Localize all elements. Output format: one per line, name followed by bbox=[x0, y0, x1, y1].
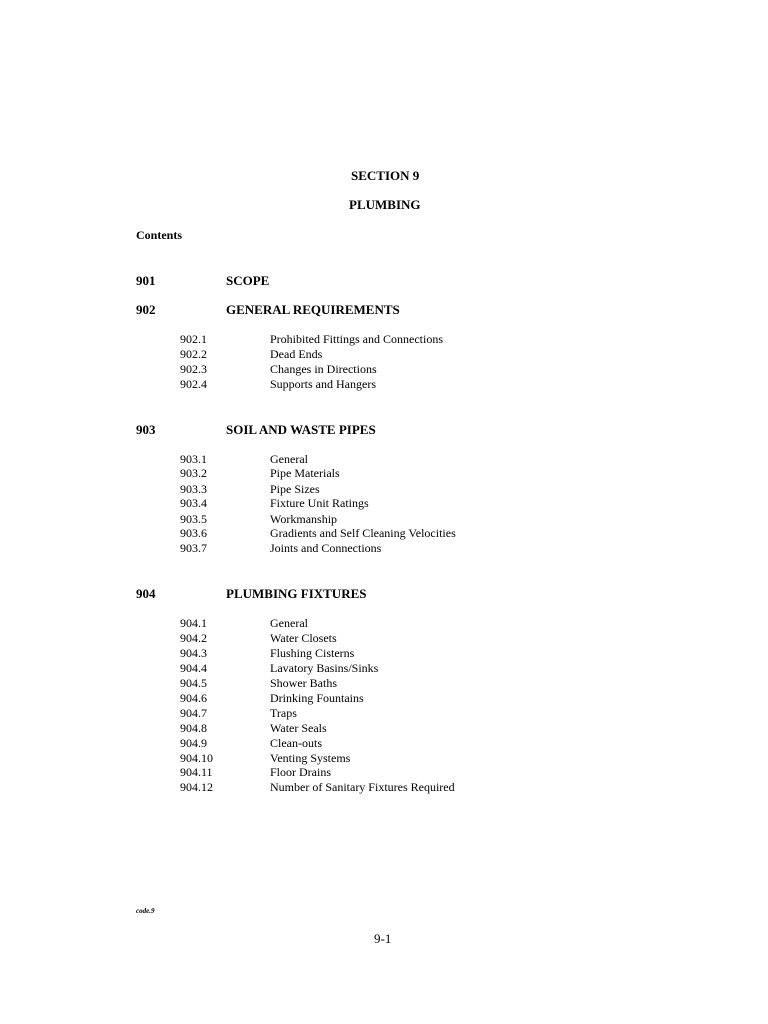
subsection-title: Floor Drains bbox=[270, 765, 331, 779]
subsection-number: 904.2 bbox=[180, 631, 207, 645]
subsection-number: 904.12 bbox=[180, 780, 213, 794]
subsection-title: General bbox=[270, 452, 308, 466]
subsection-title: Gradients and Self Cleaning Velocities bbox=[270, 526, 456, 540]
subsection-number: 904.8 bbox=[180, 721, 207, 735]
subsection-title: Dead Ends bbox=[270, 347, 323, 361]
subsection-number: 904.10 bbox=[180, 751, 213, 765]
subsection-number: 904.6 bbox=[180, 691, 207, 705]
subsection-title: Supports and Hangers bbox=[270, 377, 376, 391]
section-title: SCOPE bbox=[226, 273, 270, 288]
section-title: GENERAL REQUIREMENTS bbox=[226, 302, 400, 317]
section-title: SOIL AND WASTE PIPES bbox=[226, 422, 376, 437]
page-number: 9-1 bbox=[374, 931, 392, 946]
subsection-title: Pipe Materials bbox=[270, 466, 340, 480]
subsection-number: 904.11 bbox=[180, 765, 213, 779]
section-number: 901 bbox=[136, 273, 156, 288]
subsection-title: Pipe Sizes bbox=[270, 482, 320, 496]
subsection-number: 904.7 bbox=[180, 706, 207, 720]
subsection-number: 904.3 bbox=[180, 646, 207, 660]
subsection-title: Shower Baths bbox=[270, 676, 337, 690]
document-code: code.9 bbox=[136, 907, 155, 915]
subsection-number: 902.2 bbox=[180, 347, 207, 361]
subsection-title: Joints and Connections bbox=[270, 541, 382, 555]
subsection-title: Number of Sanitary Fixtures Required bbox=[270, 780, 455, 794]
subsection-number: 903.1 bbox=[180, 452, 207, 466]
subsection-number: 902.1 bbox=[180, 332, 207, 346]
subsection-title: General bbox=[270, 616, 308, 630]
contents-label: Contents bbox=[136, 228, 183, 242]
subsection-title: Changes in Directions bbox=[270, 362, 377, 376]
subsection-title: Water Seals bbox=[270, 721, 327, 735]
subsection-number: 904.9 bbox=[180, 736, 207, 750]
subsection-title: Lavatory Basins/Sinks bbox=[270, 661, 379, 675]
subsection-number: 904.5 bbox=[180, 676, 207, 690]
section-number: 904 bbox=[136, 586, 156, 601]
subsection-number: 903.7 bbox=[180, 541, 207, 555]
subsection-number: 903.6 bbox=[180, 526, 207, 540]
subsection-title: Water Closets bbox=[270, 631, 337, 645]
subsection-number: 902.3 bbox=[180, 362, 207, 376]
subsection-title: Fixture Unit Ratings bbox=[270, 496, 369, 510]
subsection-number: 903.3 bbox=[180, 482, 207, 496]
subsection-number: 903.2 bbox=[180, 466, 207, 480]
subsection-title: Drinking Fountains bbox=[270, 691, 364, 705]
section-number: 903 bbox=[136, 422, 156, 437]
subsection-number: 904.1 bbox=[180, 616, 207, 630]
subsection-title: Workmanship bbox=[270, 512, 338, 526]
subsection-title: Clean-outs bbox=[270, 736, 322, 750]
subsection-number: 904.4 bbox=[180, 661, 207, 675]
subsection-number: 903.5 bbox=[180, 512, 207, 526]
subsection-title: Traps bbox=[270, 706, 297, 720]
subsection-title: Flushing Cisterns bbox=[270, 646, 355, 660]
subsection-number: 903.4 bbox=[180, 496, 207, 510]
section-title: PLUMBING FIXTURES bbox=[226, 586, 367, 601]
page-title: PLUMBING bbox=[349, 197, 421, 212]
subsection-number: 902.4 bbox=[180, 377, 207, 391]
section-number: 902 bbox=[136, 302, 156, 317]
subsection-title: Prohibited Fittings and Connections bbox=[270, 332, 443, 346]
section-heading: SECTION 9 bbox=[351, 168, 420, 183]
subsection-title: Venting Systems bbox=[270, 751, 351, 765]
